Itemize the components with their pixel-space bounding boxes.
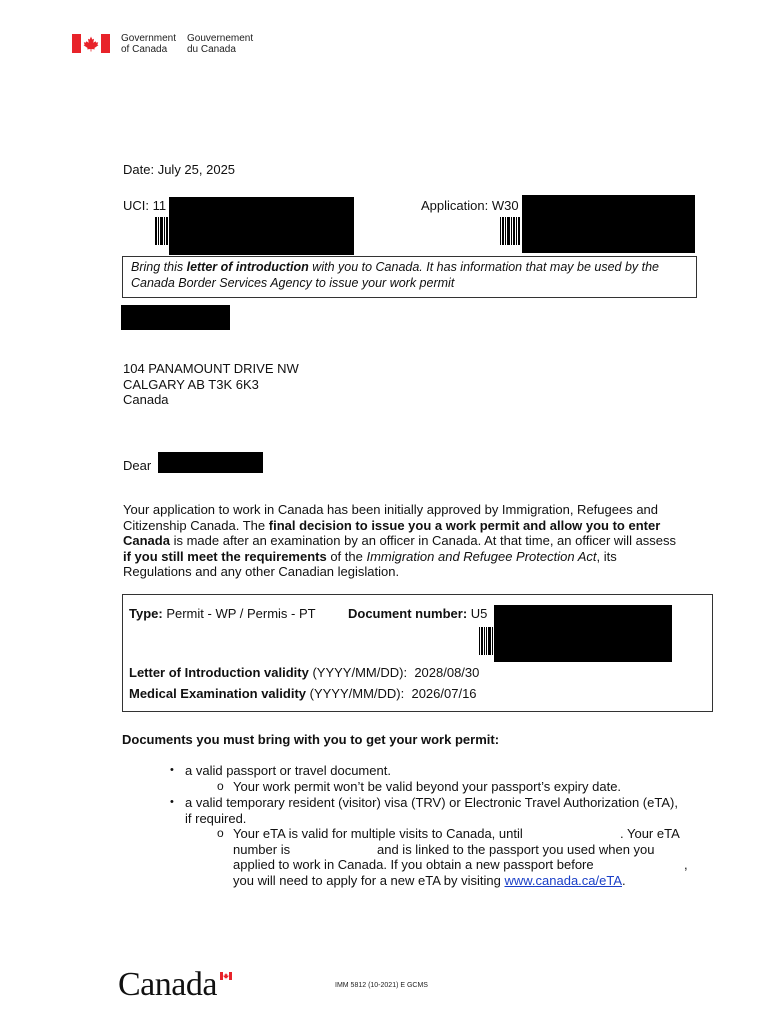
application-barcode <box>500 217 521 245</box>
documents-heading: Documents you must bring with you to get your work permit: <box>122 732 500 747</box>
redacted-recipient-name <box>121 305 230 330</box>
letter-of-introduction-notice: Bring this letter of introduction with you to Canada. It has information that may be used by the Canada Border Services Agency to issue your work permit <box>122 256 697 298</box>
recipient-address: 104 PANAMOUNT DRIVE NW CALGARY AB T3K 6K3 Canada <box>123 361 299 407</box>
redacted-salutation-name <box>158 452 263 473</box>
document-type: Type: Permit - WP / Permis - PT <box>129 606 316 621</box>
sub-bullet-icon: o <box>217 826 224 840</box>
canada-wordmark: Canada <box>118 966 233 1006</box>
canada-flag-icon <box>72 34 110 53</box>
bullet-icon: • <box>170 764 174 776</box>
approval-paragraph: Your application to work in Canada has been initially approved by Immigration, Refugees and Citizenship Canada. The final decision to issue you a work permit and allow you to enter Canada is made after an examination by an officer in Canada. At that time, an officer will assess if you still meet the requirements of the Immigration and Refugee Protection Act, its Regulations and any other Canadian legislation. <box>123 502 677 579</box>
sub-bullet-icon: o <box>217 779 224 793</box>
letter-date: Date: July 25, 2025 <box>123 162 236 177</box>
government-of-canada-en: Government of Canada <box>121 33 177 55</box>
redacted-application-number <box>522 195 695 253</box>
uci-field: UCI: 11 <box>123 198 167 213</box>
document-number: Document number: U5 <box>348 606 488 621</box>
wordmark-flag-icon <box>220 972 232 980</box>
redacted-uci <box>169 197 354 255</box>
eta-link[interactable]: www.canada.ca/eTA <box>504 872 623 888</box>
redacted-document-number <box>494 605 672 662</box>
loi-validity: Letter of Introduction validity (YYYY/MM/DD): 2028/08/30 <box>129 665 480 680</box>
medical-validity: Medical Examination validity (YYYY/MM/DD): 2026/07/16 <box>129 686 477 701</box>
salutation: Dear <box>123 458 152 473</box>
document-details-box <box>122 594 713 712</box>
government-of-canada-fr: Gouvernement du Canada <box>187 33 254 55</box>
application-field: Application: W30 <box>421 198 519 213</box>
bullet-visa: a valid temporary resident (visitor) visa (TRV) or Electronic Travel Authorization (eTA), if required. <box>185 795 678 826</box>
form-code: IMM 5812 (10-2021) E GCMS <box>335 982 428 989</box>
government-header <box>72 33 262 55</box>
bullet-passport: a valid passport or travel document. <box>185 763 391 778</box>
bullet-icon: • <box>170 796 174 808</box>
sub-bullet-eta: Your eTA is valid for multiple visits to Canada, until . Your eTA number is and is linked to the passport you used when you applied to work in Canada. If you obtain a new passport before , you will need to apply for a new eTA by visiting www.canada.ca/eTA. <box>233 826 688 888</box>
sub-bullet-passport-expiry: Your work permit won’t be valid beyond your passport’s expiry date. <box>233 779 622 794</box>
